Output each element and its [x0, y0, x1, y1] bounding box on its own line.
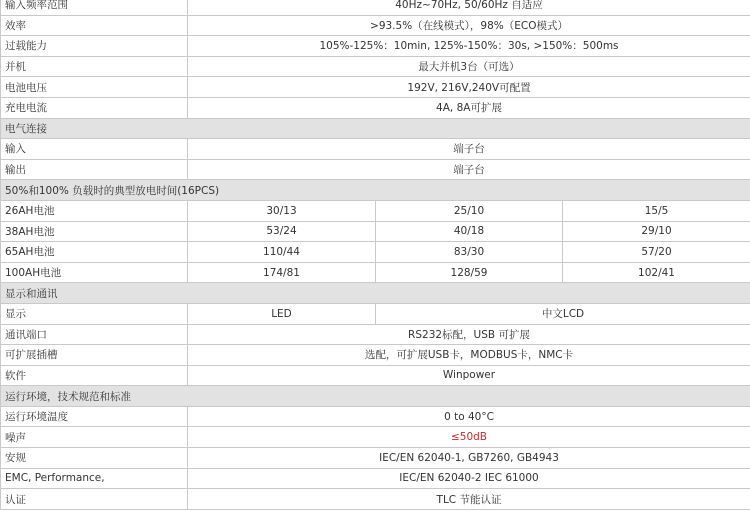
- row-label: 认证: [1, 489, 188, 510]
- section-heading: 50%和100% 负载时的典型放电时间(16PCS): [1, 180, 750, 201]
- row-label: 过载能力: [1, 36, 188, 57]
- table-row: [1, 406, 750, 427]
- row-label: 输出: [1, 159, 188, 180]
- row-label: 38AH电池: [1, 221, 188, 242]
- row-label: 运行环境温度: [1, 406, 188, 427]
- table-row: [1, 427, 750, 448]
- row-value: RS232标配，USB 可扩展: [188, 324, 750, 345]
- table-row: [1, 365, 750, 386]
- section-heading: 电气连接: [1, 118, 750, 139]
- row-label: 显示: [1, 303, 188, 324]
- table-row: [1, 97, 750, 118]
- cell-value: 57/20: [563, 242, 750, 263]
- row-label: 充电电流: [1, 97, 188, 118]
- cell-value: 15/5: [563, 200, 750, 221]
- table-row: [1, 324, 750, 345]
- cell-value: 中文LCD: [376, 303, 750, 324]
- row-label: 电池电压: [1, 77, 188, 98]
- row-value: Winpower: [188, 365, 750, 386]
- section-header-row: [1, 386, 750, 407]
- table-row: [1, 448, 750, 469]
- row-value: >93.5%（在线模式），98%（ECO模式）: [188, 15, 750, 36]
- row-label: 通讯端口: [1, 324, 188, 345]
- section-header-row: [1, 118, 750, 139]
- cell-value: 128/59: [376, 262, 563, 283]
- table-row: [1, 139, 750, 160]
- row-label: EMC, Performance,: [1, 468, 188, 489]
- section-heading: 显示和通讯: [1, 283, 750, 304]
- row-label: 26AH电池: [1, 200, 188, 221]
- table-row: [1, 303, 750, 324]
- cell-value: 174/81: [188, 262, 376, 283]
- cell-value: 25/10: [376, 200, 563, 221]
- row-label: 噪声: [1, 427, 188, 448]
- section-heading: 运行环境，技术规范和标准: [1, 386, 750, 407]
- row-label: 效率: [1, 15, 188, 36]
- table-row: [1, 345, 750, 366]
- row-value: 最大并机3台（可选）: [188, 56, 750, 77]
- row-value: 端子台: [188, 139, 750, 160]
- table-row: [1, 159, 750, 180]
- row-value: 4A, 8A可扩展: [188, 97, 750, 118]
- row-label: 100AH电池: [1, 262, 188, 283]
- row-label: 65AH电池: [1, 242, 188, 263]
- section-header-row: [1, 283, 750, 304]
- cell-value: 83/30: [376, 242, 563, 263]
- row-value: 端子台: [188, 159, 750, 180]
- cell-value: LED: [188, 303, 376, 324]
- cell-value: 102/41: [563, 262, 750, 283]
- table-row: [1, 489, 750, 510]
- cell-value: 53/24: [188, 221, 376, 242]
- cell-value: 29/10: [563, 221, 750, 242]
- table-row: [1, 242, 750, 263]
- table-row: [1, 56, 750, 77]
- row-label: 输入: [1, 139, 188, 160]
- table-row: [1, 0, 750, 15]
- table-row: [1, 221, 750, 242]
- row-value: 40Hz~70Hz, 50/60Hz 自适应: [188, 0, 750, 15]
- table-row: [1, 36, 750, 57]
- row-value: 105%-125%：10min, 125%-150%：30s, >150%：500ms: [188, 36, 750, 57]
- noise-value: ≤50dB: [188, 427, 750, 448]
- row-value: IEC/EN 62040-2 IEC 61000: [188, 468, 750, 489]
- cell-value: 40/18: [376, 221, 563, 242]
- row-value: 0 to 40°C: [188, 406, 750, 427]
- table-row: [1, 468, 750, 489]
- table-row: [1, 200, 750, 221]
- row-label: 并机: [1, 56, 188, 77]
- row-label: 安规: [1, 448, 188, 469]
- row-label: 可扩展插槽: [1, 345, 188, 366]
- cell-value: 30/13: [188, 200, 376, 221]
- cell-value: 110/44: [188, 242, 376, 263]
- table-row: [1, 77, 750, 98]
- row-value: 192V, 216V,240V可配置: [188, 77, 750, 98]
- row-value: 选配，可扩展USB卡，MODBUS卡，NMC卡: [188, 345, 750, 366]
- table-row: [1, 15, 750, 36]
- table-row: [1, 262, 750, 283]
- row-value: TLC 节能认证: [188, 489, 750, 510]
- row-value: IEC/EN 62040-1, GB7260, GB4943: [188, 448, 750, 469]
- row-label: 输入频率范围: [1, 0, 188, 15]
- row-label: 软件: [1, 365, 188, 386]
- section-header-row: [1, 180, 750, 201]
